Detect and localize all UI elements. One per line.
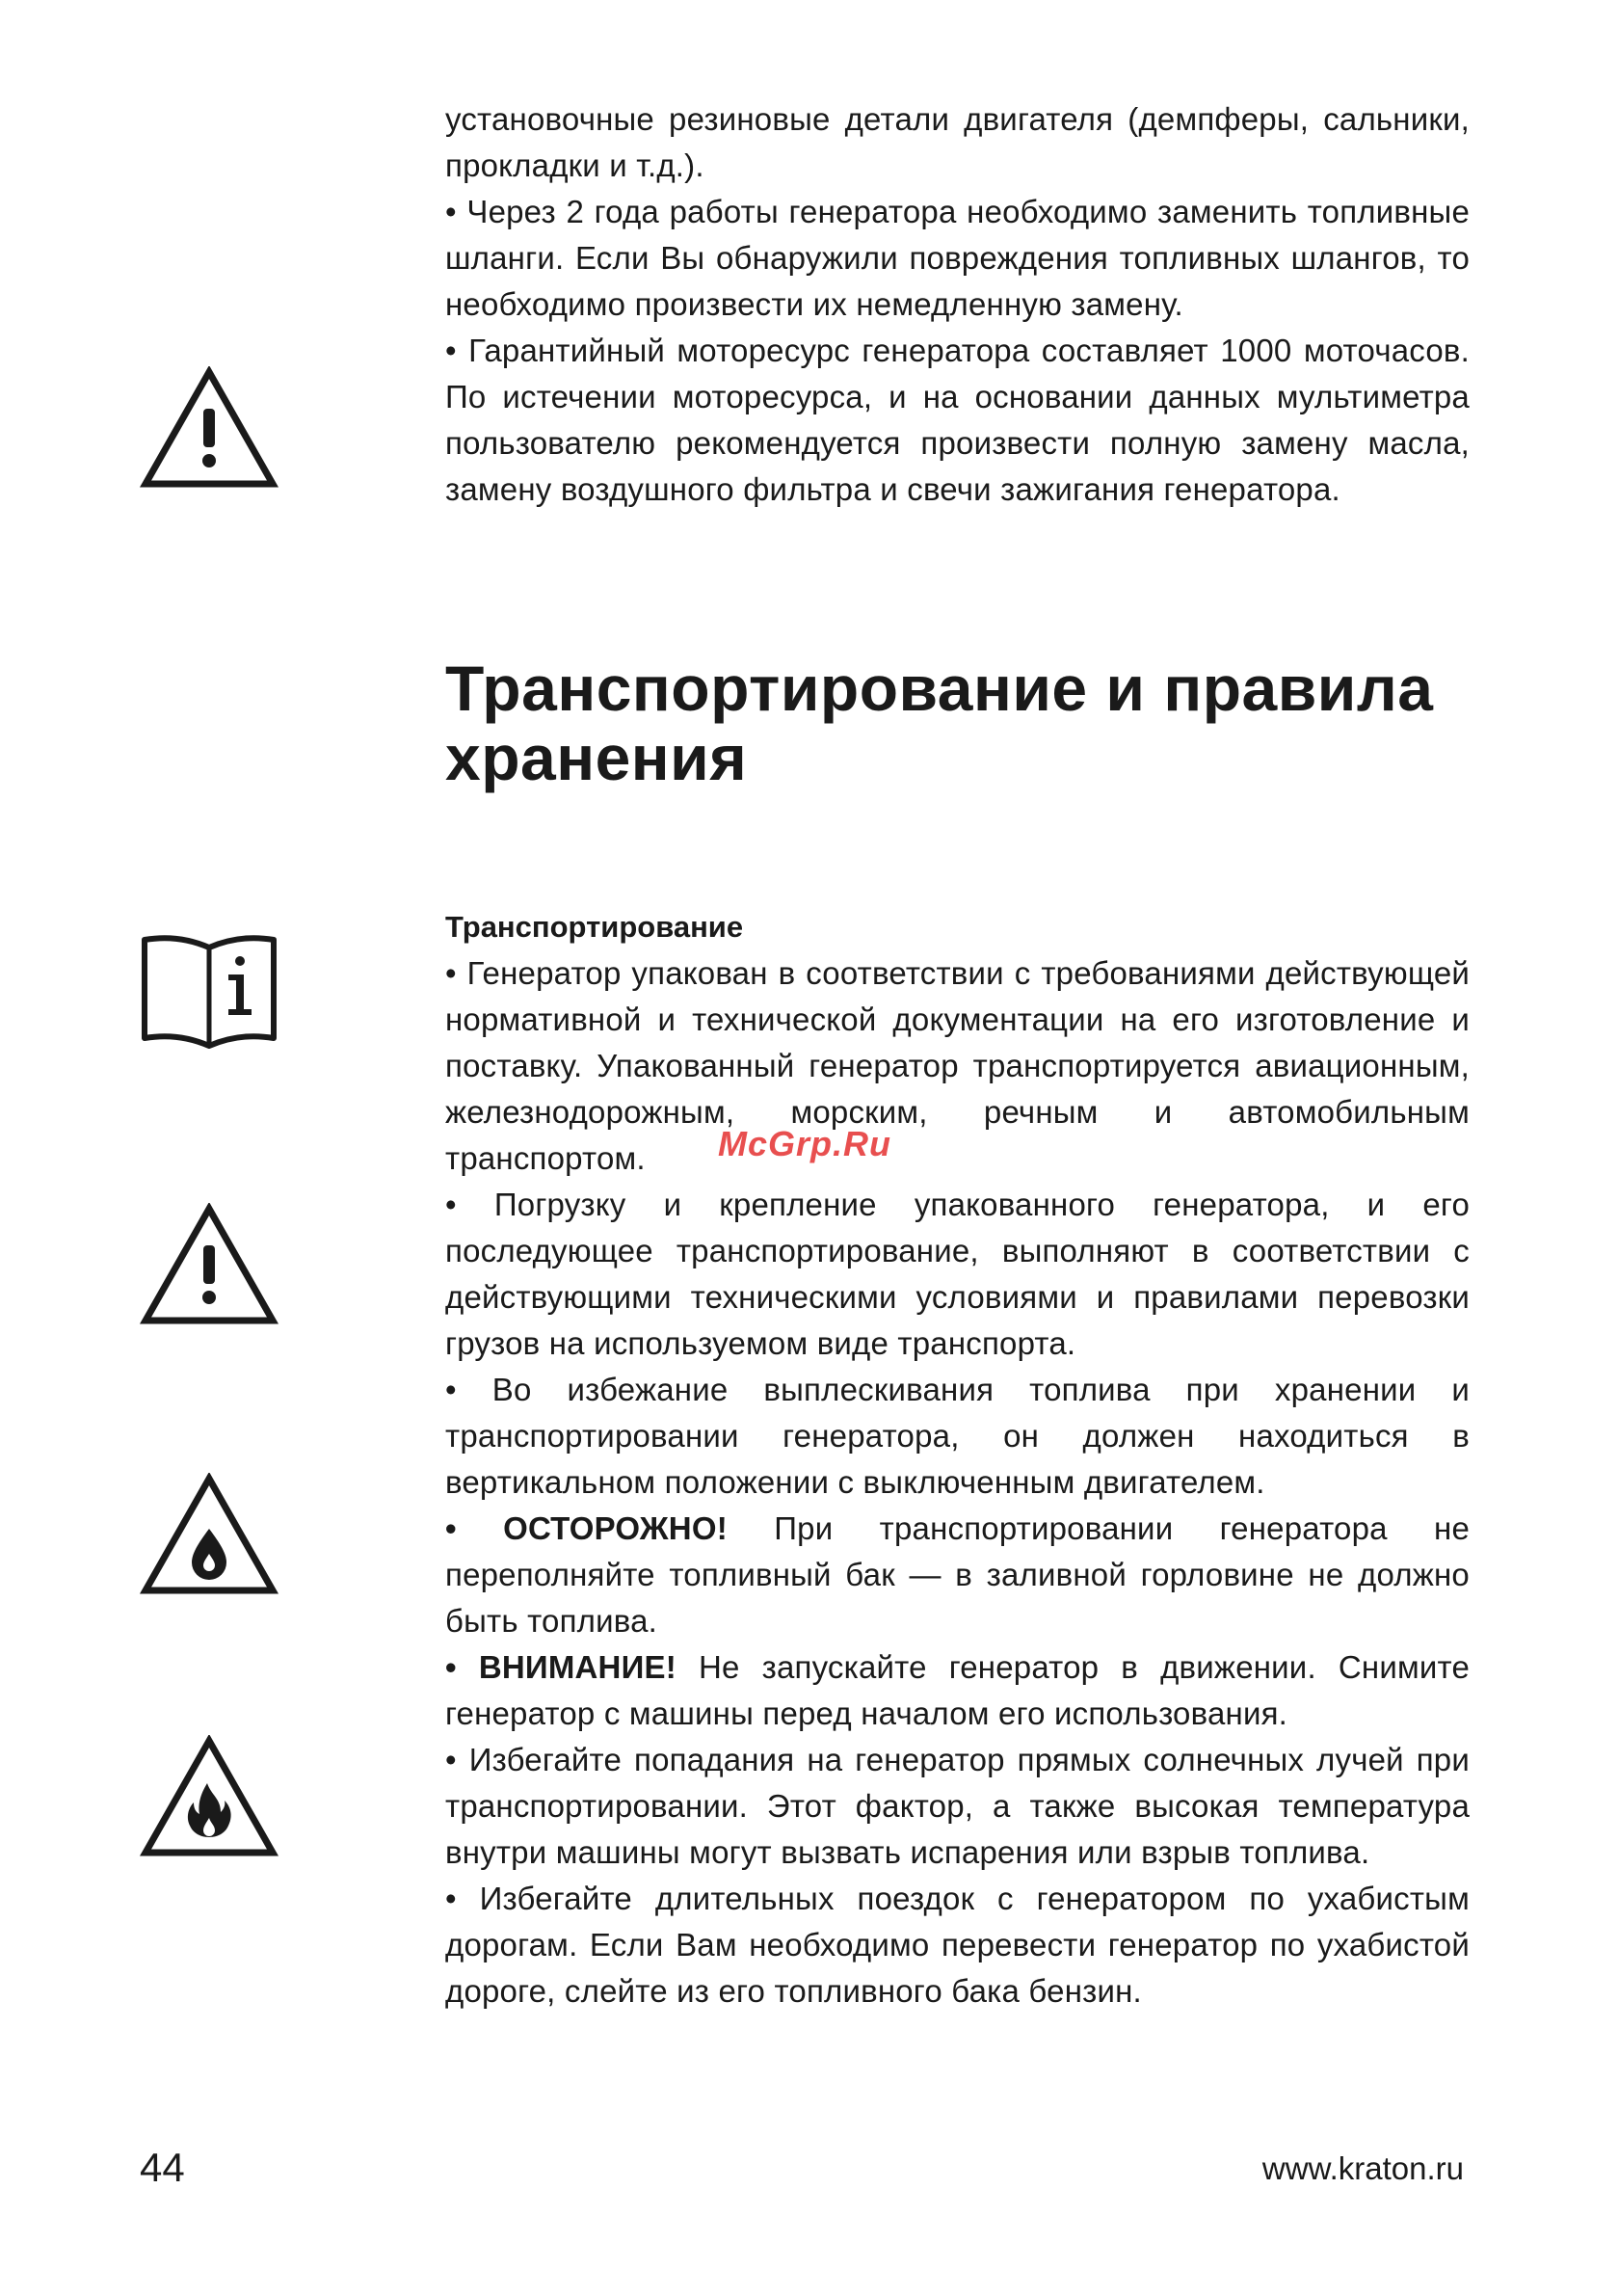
manual-info-icon [140,930,279,1050]
flammable-triangle-icon [140,1735,279,1860]
warning-triangle-icon [140,366,279,492]
caution-label: • ОСТОРОЖНО! [445,1510,728,1546]
transport-paragraph-4 [445,1506,1470,1644]
transport-paragraph-5 [445,1644,1470,1737]
website-link[interactable]: www.kraton.ru [1261,2150,1464,2186]
attention-label: • ВНИМАНИЕ! [445,1649,676,1685]
transport-paragraph-6: • Избегайте попадания на генератор прямых солнечных лучей при транспортировании. Этот фактор, а также высокая температура внутри машины могут вызвать испарения или взрыв топлива. [445,1742,1470,1870]
watermark: McGrp.Ru [718,1124,892,1163]
transport-paragraph-2: • Погрузку и крепление упакованного генератора, и его последующее транспортирование, выполняют в соответствии с действующими техническими условиями и правилами перевозки грузов на используемом виде транспорта. [445,1187,1470,1361]
intro-block [445,96,1470,513]
intro-paragraph-1: установочные резиновые детали двигателя (демпферы, сальники, прокладки и т.д.). [445,101,1470,183]
attention-text: Не запускайте генератор в движении. Снимите генератор с машины перед началом его использования. [445,1649,1470,1731]
page-number: 44 [140,2145,185,2190]
warning-triangle-icon [140,1203,279,1328]
caution-text: При транспортировании генератора не переполняйте топливный бак — в заливной горловине не должно быть топлива. [445,1510,1470,1639]
intro-paragraph-3: • Гарантийный моторесурс генератора составляет 1000 моточасов. По истечении моторесурса, и на основании данных мультиметра пользователю рекомендуется произвести полную замену масла, замену воздушного фильтра и свечи зажигания генератора. [445,333,1470,507]
subheading-transport: Транспортирование [445,910,744,944]
transport-paragraph-7: • Избегайте длительных поездок с генератором по ухабистым дорогам. Если Вам необходимо перевести генератор по ухабистой дороге, слейте из его топливного бака бензин. [445,1881,1470,2009]
fuel-drop-triangle-icon [140,1473,279,1598]
transport-paragraph-3: • Во избежание выплескивания топлива при хранении и транспортировании генератора, он должен находиться в вертикальном положении с выключенным двигателем. [445,1372,1470,1500]
intro-paragraph-2: • Через 2 года работы генератора необходимо заменить топливные шланги. Если Вы обнаружили повреждения топливных шлангов, то необходимо произвести их немедленную замену. [445,194,1470,322]
transport-section [445,904,1470,2015]
section-heading: Транспортирование и правила хранения [445,653,1434,793]
transport-paragraph-1: • Генератор упакован в соответствии с требованиями действующей нормативной и технической документации на его изготовление и поставку. Упакованный генератор транспортируется авиационным, железнодорожным, морским, речным и автомобильным транспортом. [445,955,1470,1176]
